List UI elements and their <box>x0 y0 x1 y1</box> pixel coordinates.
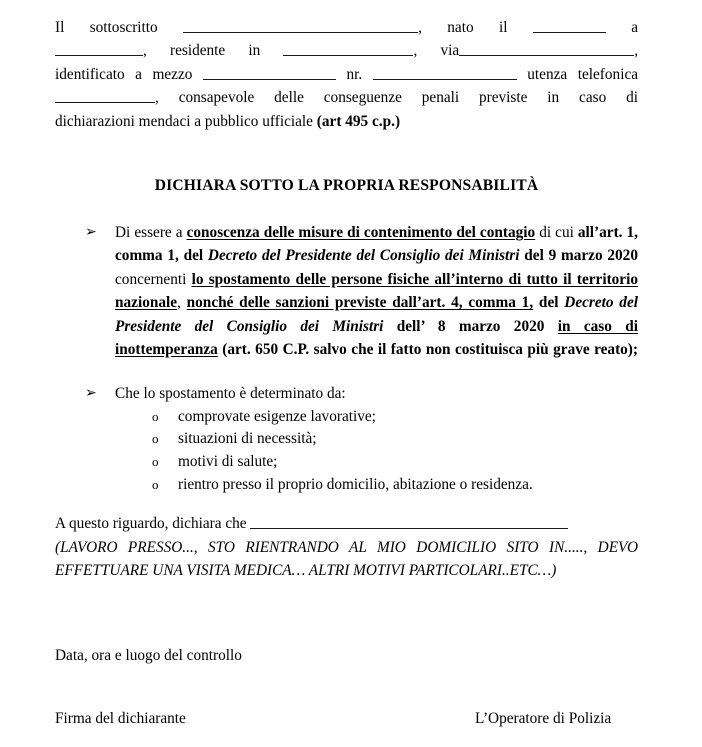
intro-line5-text: dichiarazioni mendaci a pubblico ufficiale <box>55 112 317 130</box>
intro-line1-suffix: a <box>631 19 639 36</box>
b1-t5: Decreto del Presidente del Consiglio dei Ministri <box>207 247 520 265</box>
b1-t1: Di essere a <box>115 224 187 242</box>
intro-line-3 <box>55 63 638 86</box>
signature-declarant-label: Firma del dichiarante <box>55 709 186 727</box>
blank-nato-il[interactable] <box>533 17 606 33</box>
b1-t11: del <box>533 294 565 312</box>
blank-utenza-telefonica[interactable] <box>55 88 155 104</box>
intro-line-2 <box>55 39 638 62</box>
list-item <box>55 451 638 474</box>
list-item <box>55 406 638 429</box>
declaration-lead-text: A questo riguardo, dichiara che <box>55 515 247 533</box>
circle-bullet-icon: o <box>152 476 159 492</box>
intro-line3-mid: nr. <box>346 65 363 83</box>
sublist-item-label: situazioni di necessità; <box>178 430 317 448</box>
blank-residente-in[interactable] <box>283 41 413 57</box>
sublist-item-label: comprovate esigenze lavorative; <box>178 407 376 425</box>
b1-t2: conoscenza delle misure di contenimento del contagio <box>186 224 536 242</box>
list-item <box>55 428 638 451</box>
b1-t9: , <box>177 294 187 312</box>
bullet-item-1 <box>55 221 638 361</box>
bullet-item-2-text: Che lo spostamento è determinato da: <box>115 385 346 403</box>
b1-t7: concernenti <box>115 270 192 288</box>
b1-t4: all’art. 1, comma 1, del <box>115 224 639 265</box>
b1-t13: dell’ 8 marzo 2020 <box>383 317 558 335</box>
b1-t10: nonché delle sanzioni previste dall’art. 4, comma 1, <box>186 294 534 312</box>
declaration-lead-line <box>55 512 638 535</box>
intro-penal-article: (art 495 c.p.) <box>316 112 401 130</box>
intro-line1-mid: , nato il <box>418 19 508 36</box>
blank-documento[interactable] <box>203 64 336 80</box>
blank-sottoscritto[interactable] <box>183 17 418 33</box>
intro-line3-suffix: utenza telefonica <box>527 65 639 83</box>
intro-line-1 <box>55 16 638 39</box>
blank-numero-documento[interactable] <box>373 64 517 80</box>
b1-t15: (art. 650 C.P. salvo che il fatto non costituisca più grave reato); <box>217 341 638 359</box>
intro-block <box>55 16 638 133</box>
intro-line2-mid2: , via <box>413 42 460 60</box>
bullet-item-1-text <box>115 221 638 361</box>
b1-t3: di cui <box>535 224 578 242</box>
intro-line2-suffix: , <box>634 42 639 60</box>
declaration-example-line-2: EFFETTUARE UNA VISITA MEDICA… ALTRI MOTIVI PARTICOLARI..ETC…) <box>55 562 557 580</box>
declaration-block <box>55 512 638 582</box>
arrow-bullet-icon: ➢ <box>85 386 97 402</box>
arrow-bullet-icon: ➢ <box>85 225 97 241</box>
intro-line3-prefix: identificato a mezzo <box>55 65 193 83</box>
blank-luogo-nascita[interactable] <box>55 41 143 57</box>
blank-via[interactable] <box>459 41 634 57</box>
b1-t12: Decreto del Presidente del Consiglio dei Ministri <box>115 294 638 335</box>
circle-bullet-icon: o <box>152 454 159 470</box>
sublist-item-label: rientro presso il proprio domicilio, abitazione o residenza. <box>178 475 533 493</box>
blank-motivo-spostamento[interactable] <box>250 514 568 530</box>
intro-line-5 <box>55 110 638 133</box>
signature-officer-label: L’Operatore di Polizia <box>475 709 612 727</box>
b1-t14: in caso di inottemperanza <box>115 317 638 359</box>
sublist-item-label: motivi di salute; <box>178 453 278 471</box>
intro-line4-text: , consapevole delle conseguenze penali previste in caso di <box>155 89 638 107</box>
bullet-item-2 <box>55 382 638 405</box>
circle-bullet-icon: o <box>152 408 159 424</box>
page-title: DICHIARA SOTTO LA PROPRIA RESPONSABILITÀ <box>154 177 539 195</box>
b1-t8: lo spostamento delle persone fisiche all’interno di tutto il territorio nazionale <box>115 270 638 312</box>
intro-line2-mid: , residente in <box>143 42 261 60</box>
sublist <box>55 406 638 496</box>
circle-bullet-icon: o <box>152 431 159 447</box>
list-item <box>55 474 638 497</box>
control-info-label: Data, ora e luogo del controllo <box>55 647 242 665</box>
signature-row <box>55 707 638 730</box>
b1-t6: del 9 marzo 2020 <box>519 247 638 265</box>
declaration-example-line-1: (LAVORO PRESSO..., STO RIENTRANDO AL MIO DOMICILIO SITO IN....., DEVO <box>55 538 638 556</box>
intro-line-4 <box>55 86 638 109</box>
intro-line1-prefix: Il sottoscritto <box>55 19 158 36</box>
